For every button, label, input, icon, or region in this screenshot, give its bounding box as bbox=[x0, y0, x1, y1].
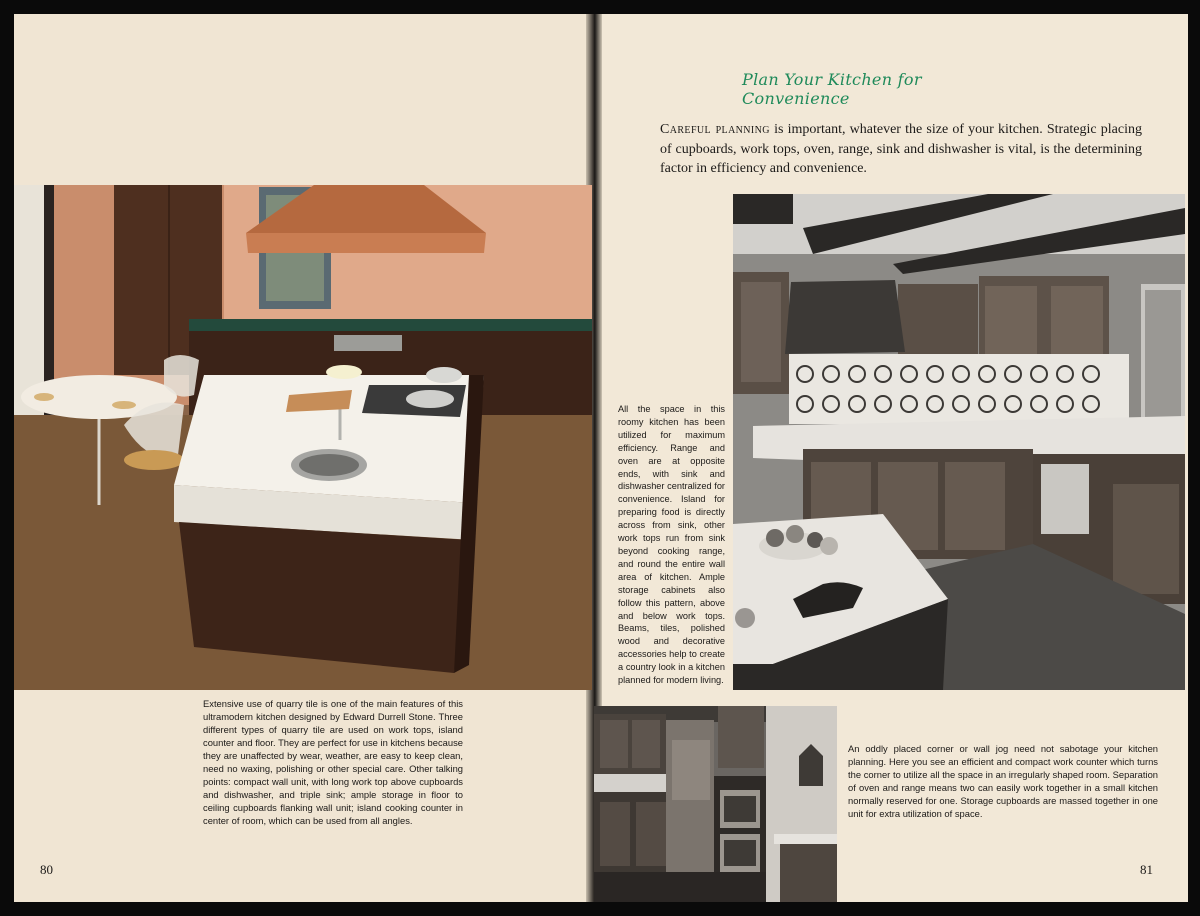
side-photo-caption: All the space in this roomy kitchen has been utilized for maximum efficiency. Range and oven are at opposite ends, with sink and dishwasher centralized for convenience. Island for preparing food is directly across from sink, other work tops run from sink beyond cooking range, and round the entire wall area of kitchen. Ample storage cabinets also follow this pattern, above and below work tops. Beams, tiles, polished wood and decorative accessories help to create a country look in a kitchen planned for modern living. bbox=[618, 404, 725, 686]
intro-text: is important, whatever the size of your kitchen. Strategic placing of cupboards, work tops, oven, range, sink and dishwasher is vital, is the determining factor in efficiency and convenience. bbox=[660, 122, 1142, 176]
bw-corner-kitchen-photo bbox=[594, 706, 837, 902]
page-number-left: 80 bbox=[40, 862, 53, 877]
intro-paragraph bbox=[660, 120, 1142, 179]
color-kitchen-photo bbox=[14, 185, 592, 690]
page-title: Plan Your Kitchen for Convenience bbox=[742, 70, 922, 108]
left-photo-caption: Extensive use of quarry tile is one of the main features of this ultramodern kitchen designed by Edward Durrell Stone. Three different types of quarry tile are used on work tops, island counter and floor. They are perfect for use in kitchens because they are unaffected by wear, weather, are easy to keep clean, need no waxing, polishing or other special care. Other talking points: compact wall unit, with long work top above cupboards and dishwasher, and triple sink; ample storage in floor to ceiling cupboards flanking wall unit; island cooking counter in center of room, which can be used from all angles. bbox=[203, 698, 463, 826]
page-number-right: 81 bbox=[1140, 862, 1153, 877]
bw-kitchen-photo bbox=[733, 194, 1185, 690]
intro-lead: Careful planning bbox=[660, 122, 770, 137]
bottom-photo-caption: An oddly placed corner or wall jog need not sabotage your kitchen planning. Here you see an efficient and compact work counter which turns the corner to utilize all the space in an irregularly shaped room. Separation of oven and range means two can easily work together in a small kitchen normally reserved for one. Storage cupboards are massed together in one unit for extra utilization of space. bbox=[848, 743, 1158, 819]
